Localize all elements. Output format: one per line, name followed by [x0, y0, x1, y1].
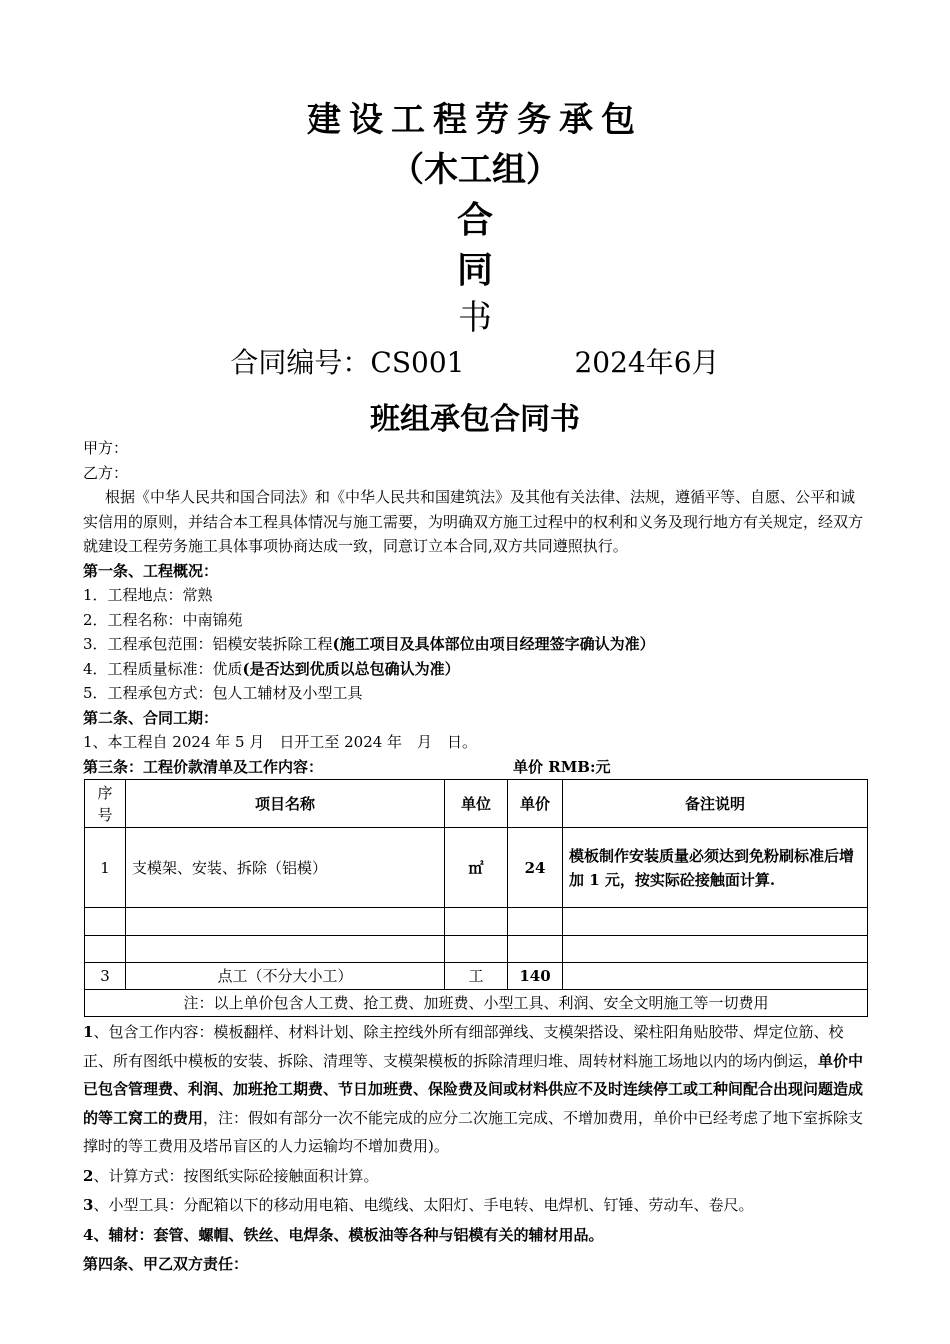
table-row [85, 963, 868, 990]
row3-no [85, 936, 126, 963]
item3-text: 3．工程承包范围：铝模安装拆除工程 [83, 635, 333, 653]
header-name: 项目名称 [126, 780, 445, 828]
article3-para3 [83, 1191, 869, 1220]
row3-price [508, 936, 563, 963]
table-header-row [85, 780, 868, 828]
article2-title: 第二条、合同工期： [83, 708, 219, 727]
row3-name [126, 936, 445, 963]
row2-price [508, 908, 563, 936]
cover-title-shu: 书 [458, 298, 492, 338]
row4-price: 140 [508, 963, 563, 990]
document-heading: 班组承包合同书 [370, 402, 580, 437]
table-footnote-row [85, 990, 868, 1017]
article4-title: 第四条、甲乙双方责任： [83, 1255, 249, 1273]
price-table [84, 779, 868, 1017]
header-remark: 备注说明 [563, 780, 868, 828]
item3-note: (施工项目及具体部位由项目经理签字确认为准） [332, 635, 655, 653]
header-unit: 单位 [445, 780, 508, 828]
article2-item1: 1、本工程自 2024 年 5 月 日开工至 2024 年 月 日。 [83, 733, 478, 751]
row3-unit [445, 936, 508, 963]
para3-text: 、小型工具：分配箱以下的移动用电箱、电缆线、太阳灯、手电转、电焊机、钉锤、劳动车、卷尺。 [93, 1196, 754, 1214]
article1-item1: 1．工程地点：常熟 [83, 586, 213, 604]
header-price: 单价 [508, 780, 563, 828]
para4-num: 4 [83, 1225, 94, 1244]
table-footnote: 注：以上单价包含人工费、抢工费、加班费、小型工具、利润、安全文明施工等一切费用 [85, 990, 868, 1017]
row1-unit: ㎡ [445, 828, 508, 908]
table-row [85, 828, 868, 908]
party-a: 甲方： [83, 439, 129, 457]
item4-note: (是否达到优质以总包确认为准） [242, 659, 460, 678]
row1-name: 支模架、安装、拆除（铝模） [126, 828, 445, 908]
row4-no: 3 [85, 963, 126, 990]
row1-price: 24 [508, 828, 563, 908]
row2-name [126, 908, 445, 936]
preamble: 根据《中华人民共和国合同法》和《中华人民共和国建筑法》及其他有关法律、法规，遵循平等、自愿、公平和诚实信用的原则，并结合本工程具体情况与施工需要，为明确双方施工过程中的权利和义务及现行地方有关规定，经双方就建设工程劳务施工具体事项协商达成一致，同意订立本合同,双方共同遵照执行。 [83, 488, 864, 555]
row1-remark: 模板制作安装质量必须达到免粉刷标准后增加 1 元，按实际砼接触面计算. [563, 828, 868, 908]
row2-no [85, 908, 126, 936]
row4-name: 点工（不分大小工） [126, 963, 445, 990]
para1-text-a: 、包含工作内容：模板翻样、材料计划、除主控线外所有细部弹线、支模架搭设、梁柱阳角贴胶带、焊定位筋、校正、所有图纸中模板的安装、拆除、清理等、支模架模板的拆除清理归堆、周转材料施工场地以内的场内倒运， [83, 1023, 844, 1070]
article1-title: 第一条、工程概况： [83, 561, 219, 580]
article1-item4 [83, 657, 869, 682]
article3-title: 第三条：工程价款清单及工作内容： [83, 757, 324, 776]
article3-para4 [83, 1221, 869, 1250]
para3-num: 3 [83, 1196, 94, 1214]
row2-unit [445, 908, 508, 936]
cover-title-he: 合 [456, 199, 493, 241]
row4-remark [563, 963, 868, 990]
cover-title-line1: 建设工程劳务承包 [307, 100, 643, 140]
para4-text: 、辅材：套管、螺帽、铁丝、电焊条、模板油等各种与铝模有关的辅材用品。 [93, 1225, 604, 1244]
contract-number: 合同编号：CS001 [230, 346, 465, 379]
table-row [85, 936, 868, 963]
cover-title-tong: 同 [456, 249, 493, 291]
contract-number-line [0, 341, 950, 381]
row4-unit: 工 [445, 963, 508, 990]
para1-text-b: ，注：假如有部分一次不能完成的应分二次施工完成、不增加费用，单价中已经考虑了地下室拆除支撑时的等工费用及塔吊盲区的人力运输均不增加费用)。 [83, 1108, 864, 1155]
contract-date: 2024年6月 [574, 346, 720, 379]
party-b: 乙方： [83, 463, 129, 482]
para2-num: 2 [83, 1166, 94, 1185]
article3-para1 [83, 1018, 869, 1161]
para1-num: 1 [83, 1023, 94, 1041]
row1-no: 1 [85, 828, 126, 908]
header-no: 序号 [85, 780, 126, 828]
item4-text: 4．工程质量标准：优质 [83, 659, 243, 678]
article1-item2: 2．工程名称：中南锦苑 [83, 610, 243, 629]
article1-item5: 5．工程承包方式：包人工辅材及小型工具 [83, 684, 363, 702]
article3-para2 [83, 1162, 869, 1191]
article3-title-line [83, 755, 869, 780]
row3-remark [563, 936, 868, 963]
table-row [85, 908, 868, 936]
document-body [83, 436, 869, 1279]
article1-item3 [83, 632, 869, 657]
para1-bold: 单价中已包含管理费、利润、加班抢工期费、节日加班费、保险费及间或材料供应不及时连续停工或工种间配合出现问题造成的等工窝工的费用 [83, 1051, 864, 1127]
row2-remark [563, 908, 868, 936]
para2-text: 、计算方式：按图纸实际砼接触面积计算。 [93, 1166, 379, 1185]
cover-title-line2: （木工组） [390, 150, 560, 190]
unit-price-note: 单价 RMB:元 [513, 757, 611, 776]
